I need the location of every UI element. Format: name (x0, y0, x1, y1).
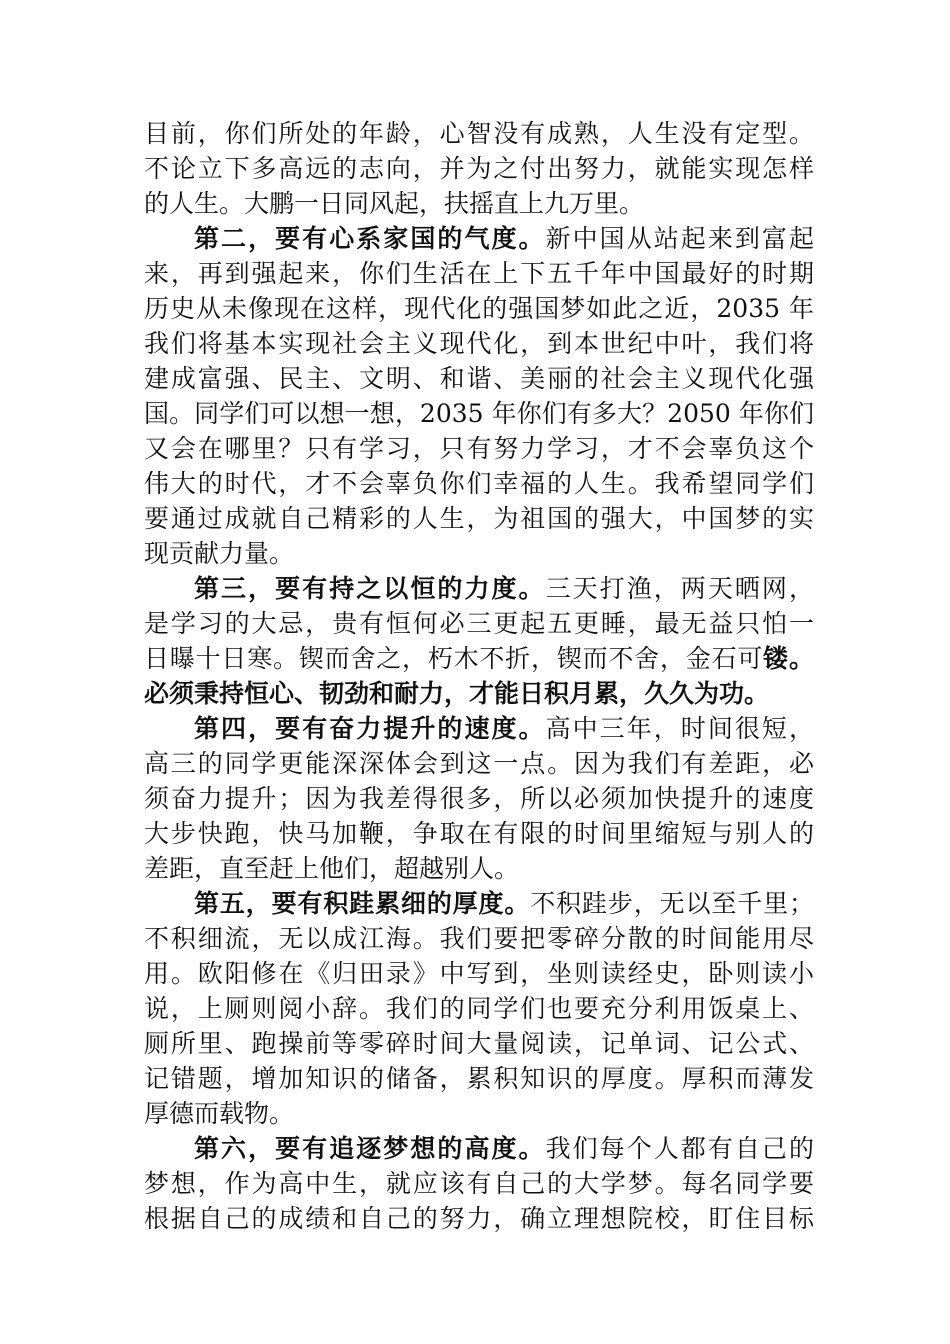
text-line (144, 466, 814, 501)
text-line (144, 956, 814, 991)
bold-heading-text: 第四，要有奋力提升的速度。 (194, 714, 546, 743)
text-line (144, 991, 814, 1026)
body-text-segment: 厕所里、跑操前等零碎时间大量阅读，记单词、记公式、 (144, 1029, 814, 1058)
text-line (144, 606, 814, 641)
paragraph-first-line (144, 1131, 814, 1166)
body-text-segment: 国。同学们可以想一想，2035 年你们有多大？2050 年你们 (144, 399, 814, 428)
body-text-segment: 我们将基本实现社会主义现代化，到本世纪中叶，我们将 (144, 329, 814, 358)
paragraph-first-line (144, 886, 814, 921)
body-text-segment: 高中三年，时间很短， (545, 714, 814, 743)
text-line (144, 1201, 814, 1236)
body-text-segment: 是学习的大忌，贵有恒何必三更起五更睡，最无益只怕一 (144, 609, 814, 638)
text-line (144, 361, 814, 396)
body-text-segment: 须奋力提升；因为我差得很多，所以必须加快提升的速度 (144, 784, 814, 813)
body-text-segment: 不积跬步，无以至千里； (530, 889, 814, 918)
body-text-segment: 又会在哪里？只有学习，只有努力学习，才不会辜负这个 (144, 434, 814, 463)
body-text-segment: 日曝十日寒。锲而舍之，朽木不折，锲而不舍，金石可 (144, 644, 764, 673)
text-line (144, 536, 814, 571)
text-line (144, 921, 814, 956)
text-line (144, 291, 814, 326)
body-text-segment: 目前，你们所处的年龄，心智没有成熟，人生没有定型。 (144, 119, 814, 148)
text-line (144, 116, 814, 151)
body-text-segment: 要通过成就自己精彩的人生，为祖国的强大，中国梦的实 (144, 504, 814, 533)
body-text-segment: 记错题，增加知识的储备，累积知识的厚度。厚积而薄发 (144, 1064, 814, 1093)
text-line (144, 816, 814, 851)
text-line (144, 676, 814, 711)
body-text-segment: 的人生。大鹏一日同风起，扶摇直上九万里。 (144, 189, 645, 218)
body-text-segment: 大步快跑，快马加鞭，争取在有限的时间里缩短与别人的 (144, 819, 814, 848)
text-line (144, 151, 814, 186)
text-line (144, 431, 814, 466)
body-text-segment: 用。欧阳修在《归田录》中写到，坐则读经史，卧则读小 (144, 959, 814, 988)
body-text-segment: 说，上厕则阅小辞。我们的同学们也要充分利用饭桌上、 (144, 994, 814, 1023)
text-line (144, 1026, 814, 1061)
body-text-segment: 新中国从站起来到富起 (545, 224, 814, 253)
body-text-segment: 厚德而载物。 (144, 1099, 295, 1128)
text-line (144, 186, 814, 221)
text-line (144, 256, 814, 291)
bold-heading-text: 第三，要有持之以恒的力度。 (194, 574, 546, 603)
body-text-segment: 不论立下多高远的志向，并为之付出努力，就能实现怎样 (144, 154, 814, 183)
body-text-segment: 梦想，作为高中生，就应该有自己的大学梦。每名同学要 (144, 1169, 814, 1198)
paragraph-first-line (144, 221, 814, 256)
bold-heading-text: 第二，要有心系家国的气度。 (194, 224, 546, 253)
bold-heading-text: 镂。 (763, 644, 814, 673)
body-text-segment: 三天打渔，两天晒网， (545, 574, 814, 603)
body-text-segment: 根据自己的成绩和自己的努力，确立理想院校，盯住目标 (144, 1204, 814, 1233)
text-line (144, 1061, 814, 1096)
body-text-segment: 我们每个人都有自己的 (545, 1134, 814, 1163)
text-line (144, 501, 814, 536)
body-text-segment: 伟大的时代，才不会辜负你们幸福的人生。我希望同学们 (144, 469, 814, 498)
paragraph-first-line (144, 711, 814, 746)
body-text-segment: 历史从未像现在这样，现代化的强国梦如此之近，2035 年 (144, 294, 814, 323)
body-text-segment: 建成富强、民主、文明、和谐、美丽的社会主义现代化强 (144, 364, 814, 393)
body-text-segment: 差距，直至赶上他们，超越别人。 (144, 854, 520, 883)
body-text-segment: 高三的同学更能深深体会到这一点。因为我们有差距，必 (144, 749, 814, 778)
bold-heading-text: 第六，要有追逐梦想的高度。 (194, 1134, 546, 1163)
body-text (144, 116, 814, 1236)
text-line (144, 851, 814, 886)
text-line (144, 396, 814, 431)
text-line (144, 1096, 814, 1131)
bold-heading-text: 必须秉持恒心、韧劲和耐力，才能日积月累，久久为功。 (144, 679, 770, 708)
body-text-segment: 现贡献力量。 (144, 539, 295, 568)
paragraph-first-line (144, 571, 814, 606)
body-text-segment: 不积细流，无以成江海。我们要把零碎分散的时间能用尽 (144, 924, 814, 953)
body-text-segment: 来，再到强起来，你们生活在上下五千年中国最好的时期 (144, 259, 814, 288)
text-line (144, 781, 814, 816)
text-line (144, 746, 814, 781)
text-line (144, 326, 814, 361)
text-line (144, 641, 814, 676)
bold-heading-text: 第五，要有积跬累细的厚度。 (194, 889, 531, 918)
text-line (144, 1166, 814, 1201)
